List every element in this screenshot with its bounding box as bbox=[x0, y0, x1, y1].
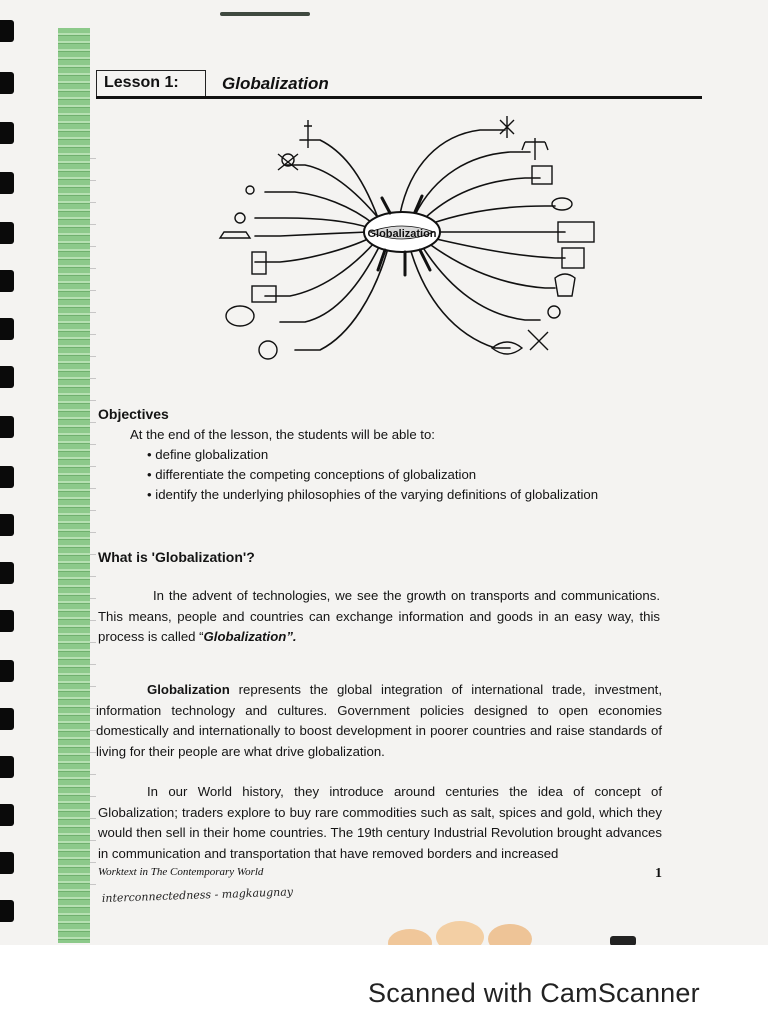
diagram-center-label: Globalization bbox=[367, 228, 437, 240]
clock-icon bbox=[235, 213, 245, 223]
margin-ticks bbox=[90, 140, 96, 890]
shoe-icon bbox=[220, 232, 250, 238]
star-icon bbox=[500, 116, 514, 138]
globe-hands-icon bbox=[259, 341, 277, 359]
paragraph-2-term: Globalization bbox=[147, 682, 230, 697]
handwritten-note bbox=[102, 882, 322, 912]
handwritten-note-text: interconnectedness - magkaugnay bbox=[102, 885, 294, 905]
lesson-label: Lesson 1: bbox=[104, 74, 179, 91]
page-top-shadow bbox=[220, 12, 310, 16]
header-rule bbox=[96, 96, 702, 99]
spiral-binding bbox=[0, 0, 14, 945]
objective-item: • identify the underlying philosophies of the varying definitions of globalization bbox=[147, 487, 599, 502]
skull-icon bbox=[282, 154, 294, 166]
fingertips bbox=[370, 915, 570, 945]
people-icon bbox=[532, 166, 552, 184]
objectives-intro: At the end of the lesson, the students will be able to: bbox=[130, 427, 435, 442]
footer-book-title: Worktext in The Contemporary World bbox=[98, 866, 264, 878]
scroll-icon bbox=[252, 252, 266, 274]
green-margin-stripe bbox=[58, 28, 90, 943]
globe-small-icon bbox=[246, 186, 254, 194]
section-heading: What is 'Globalization'? bbox=[98, 549, 255, 565]
lesson-title: Globalization bbox=[222, 74, 329, 93]
paragraph-1 bbox=[98, 586, 660, 648]
paragraph-2 bbox=[96, 680, 662, 762]
burger-icon bbox=[552, 198, 572, 210]
tiger-icon bbox=[528, 330, 548, 350]
objectives-heading: Objectives bbox=[98, 406, 169, 422]
paragraph-1-term: Globalization”. bbox=[203, 629, 297, 645]
page-clip bbox=[610, 936, 636, 945]
mask-icon bbox=[555, 274, 575, 296]
page-number: 1 bbox=[655, 866, 662, 881]
paragraph-1-text: In the advent of technologies, we see the growth on transports and communications. This means, people and countries can exchange information and goods in an easy way, this process is called “ bbox=[98, 588, 660, 645]
globalization-diagram bbox=[210, 110, 610, 385]
paragraph-3: In our World history, they introduce around centuries the idea of concept of Globalization; traders explore to buy rare commodities such as salt, spices and gold, which they would then sell in their home countries. The 19th century Industrial Revolution brought advances in communication and transportation that have removed borders and increased bbox=[98, 784, 662, 861]
map-icon bbox=[252, 286, 276, 302]
statue-icon bbox=[304, 120, 312, 148]
elephant-icon bbox=[226, 306, 254, 326]
flask-icon bbox=[548, 306, 560, 318]
paragraph-2-text: represents the global integration of international trade, investment, information technology and cultures. Government policies designed to open economies domestically and internationally to boost development in poorer countries and raise standards of living for their people are what drive globalization. bbox=[96, 682, 662, 759]
objective-item: • define globalization bbox=[147, 447, 269, 462]
scanner-watermark: Scanned with CamScanner bbox=[368, 978, 700, 1008]
objective-item: • differentiate the competing conceptions of globalization bbox=[147, 467, 477, 482]
scales-icon bbox=[522, 138, 548, 160]
